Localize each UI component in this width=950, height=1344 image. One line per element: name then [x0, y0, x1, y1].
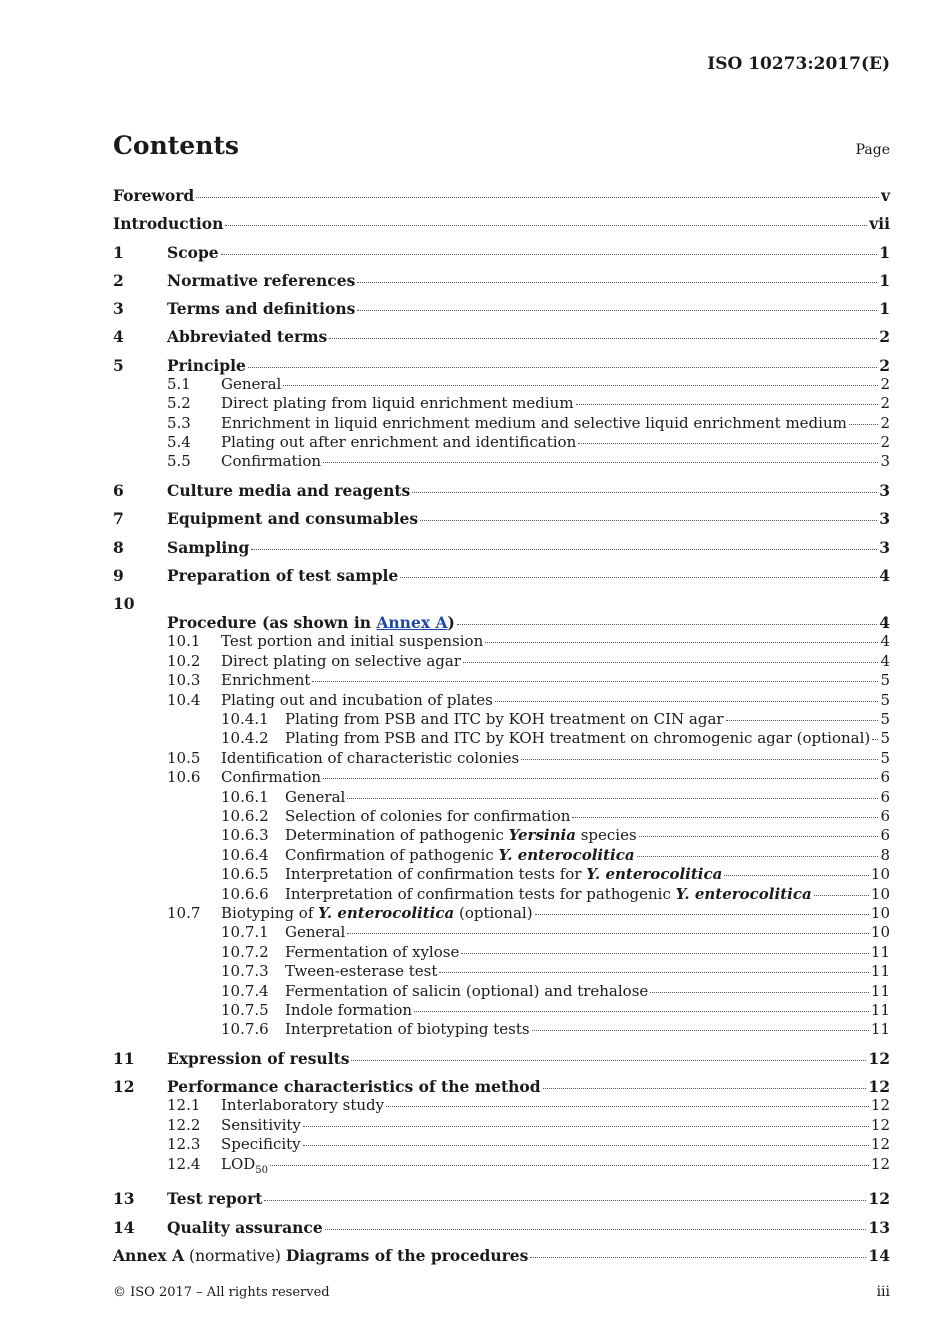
toc-title: Plating out and incubation of plates: [221, 690, 493, 709]
dot-leader: [535, 914, 869, 915]
dot-leader: [248, 367, 877, 368]
dot-leader: [323, 462, 878, 463]
toc-number: 10.7.3: [221, 962, 269, 981]
toc-entry-4[interactable]: [113, 327, 890, 346]
toc-title: Interlaboratory study: [221, 1096, 385, 1115]
page-column-label: Page: [855, 142, 890, 158]
toc-number: 11: [113, 1049, 135, 1069]
toc-page: 3: [879, 537, 890, 557]
toc-entry-10-7-4[interactable]: [113, 982, 890, 1001]
toc-page: 5: [880, 690, 890, 709]
toc-page: 12: [870, 1115, 890, 1134]
toc-entry-10-3[interactable]: [113, 671, 890, 690]
toc-title: General: [285, 923, 346, 942]
toc-page: 1: [879, 242, 890, 262]
toc-title: Plating out after enrichment and identification: [221, 433, 577, 451]
toc-title: Determination of pathogenic Yersinia species: [285, 826, 637, 845]
toc-page: 4: [879, 613, 890, 633]
toc-number: 10.4.1: [221, 709, 269, 728]
dot-leader: [650, 992, 869, 993]
dot-leader: [495, 701, 879, 702]
toc-title: Annex A (normative) Diagrams of the procedures: [113, 1245, 529, 1265]
toc-page: 6: [880, 787, 890, 806]
toc-title: Specificity: [221, 1135, 301, 1154]
dot-leader: [357, 282, 877, 283]
toc-title: General: [285, 787, 346, 806]
toc-number: 10.6.6: [221, 884, 269, 903]
toc-title: Fermentation of xylose: [285, 942, 460, 961]
dot-leader: [412, 492, 877, 493]
toc-entry-12-3[interactable]: [113, 1135, 890, 1154]
toc-entry-foreword[interactable]: [113, 186, 890, 205]
page-number: iii: [876, 1284, 890, 1300]
dot-leader: [357, 310, 877, 311]
toc-title: Interpretation of confirmation tests for pathogenic Y. enterocolitica: [285, 884, 812, 903]
dot-leader: [637, 856, 879, 857]
toc-page: 12: [868, 1049, 890, 1069]
toc-number-10: 10: [113, 594, 135, 614]
toc-entry-5-1[interactable]: [113, 375, 890, 394]
toc-page: 5: [880, 748, 890, 767]
toc-page: 5: [880, 709, 890, 728]
toc-number: 13: [113, 1189, 135, 1209]
dot-leader: [325, 1229, 867, 1230]
toc-number: 5.4: [167, 433, 191, 451]
toc-number: 12: [113, 1077, 135, 1097]
toc-entry-6[interactable]: [113, 481, 890, 500]
toc-number: 12.1: [167, 1096, 201, 1115]
toc-page: 12: [870, 1096, 890, 1115]
toc-title: Sampling: [167, 537, 250, 557]
toc-number: 5: [113, 355, 124, 375]
toc-page: 11: [870, 962, 890, 981]
species-name: Y. enterocolitica: [498, 845, 635, 864]
toc-page: 2: [880, 394, 890, 413]
toc-entry-annex-a[interactable]: [113, 1246, 890, 1266]
toc-title: Plating from PSB and ITC by KOH treatment on chromogenic agar (optional): [285, 729, 871, 748]
toc-number: 3: [113, 299, 124, 319]
toc-title: Fermentation of salicin (optional) and trehalose: [285, 981, 649, 1000]
toc-page: 2: [880, 433, 890, 451]
toc-number: 10.7.5: [221, 1001, 269, 1020]
toc-number: 10.6.4: [221, 845, 269, 864]
toc-page: 12: [870, 1154, 890, 1173]
toc-entry-10-6-1[interactable]: [113, 788, 890, 807]
toc-page: 12: [868, 1189, 890, 1209]
toc-entry-10-4-1[interactable]: [113, 710, 890, 729]
dot-leader: [264, 1200, 866, 1201]
toc-entry-10-2[interactable]: [113, 652, 890, 671]
toc-title: Biotyping of Y. enterocolitica (optional): [221, 903, 533, 922]
toc-number: 10.1: [167, 632, 201, 651]
toc-title: Selection of colonies for confirmation: [285, 806, 571, 825]
document-id: ISO 10273:2017(E): [707, 54, 890, 74]
table-of-contents: [113, 186, 890, 1266]
dot-leader: [463, 662, 878, 663]
dot-leader: [303, 1145, 869, 1146]
toc-title: Test report: [167, 1189, 263, 1209]
dot-leader: [351, 1060, 866, 1061]
toc-entry-10-5[interactable]: [113, 749, 890, 768]
dot-leader: [530, 1257, 866, 1258]
toc-title: Direct plating from liquid enrichment medium: [221, 394, 574, 413]
toc-entry-5-4[interactable]: [113, 433, 890, 452]
dot-leader: [221, 254, 878, 255]
toc-number: 5.1: [167, 374, 191, 393]
toc-entry-3[interactable]: [113, 299, 890, 318]
toc-number: 5.3: [167, 413, 191, 432]
toc-number: 8: [113, 537, 124, 557]
toc-page: 12: [870, 1135, 890, 1154]
toc-page: 3: [879, 481, 890, 501]
toc-number: 2: [113, 270, 124, 290]
copyright-notice: © ISO 2017 – All rights reserved: [113, 1285, 330, 1300]
toc-page: 8: [880, 845, 890, 864]
toc-page: 6: [880, 806, 890, 825]
toc-page: 10: [870, 923, 890, 942]
toc-page: 1: [879, 270, 890, 290]
toc-number: 10.5: [167, 748, 201, 767]
toc-title: Confirmation of pathogenic Y. enterocolitica: [285, 845, 635, 864]
toc-number: 5.2: [167, 394, 191, 413]
toc-entry-12-4[interactable]: [113, 1155, 890, 1180]
dot-leader: [872, 739, 878, 740]
toc-title: Indole formation: [285, 1001, 413, 1020]
toc-title: Test portion and initial suspension: [221, 632, 484, 651]
dot-leader: [457, 624, 877, 625]
toc-entry-14[interactable]: [113, 1218, 890, 1237]
dot-leader: [578, 443, 878, 444]
toc-page: 12: [868, 1077, 890, 1097]
toc-page: 6: [880, 768, 890, 787]
dot-leader: [283, 385, 878, 386]
toc-entry-13[interactable]: [113, 1189, 890, 1208]
toc-entry-12-2[interactable]: [113, 1116, 890, 1135]
toc-title: Quality assurance: [167, 1217, 323, 1237]
toc-entry-5[interactable]: [113, 356, 890, 375]
toc-title: Abbreviated terms: [167, 327, 328, 347]
toc-number: 10.6.2: [221, 806, 269, 825]
toc-title: Terms and definitions: [167, 299, 356, 319]
dot-leader: [329, 338, 877, 339]
toc-page: 2: [880, 374, 890, 393]
toc-number: 10.2: [167, 651, 201, 670]
species-name: Y. enterocolitica: [586, 865, 723, 884]
toc-entry-10-1[interactable]: [113, 632, 890, 651]
toc-entry-10-7[interactable]: [113, 904, 890, 923]
dot-leader: [270, 1165, 869, 1166]
toc-entry-8[interactable]: [113, 538, 890, 557]
dot-leader: [414, 1011, 869, 1012]
toc-page: 6: [880, 826, 890, 845]
toc-entry-10-7-1[interactable]: [113, 923, 890, 942]
toc-number: 12.3: [167, 1135, 201, 1154]
dot-leader: [439, 972, 869, 973]
toc-page: 5: [880, 729, 890, 748]
toc-title: $LOD_{50}$: [221, 1154, 269, 1176]
species-name: Y. enterocolitica: [675, 884, 812, 903]
toc-page: 4: [880, 651, 890, 670]
toc-title: Enrichment: [221, 671, 311, 690]
dot-leader: [576, 404, 879, 405]
dot-leader: [386, 1106, 869, 1107]
toc-title: Confirmation: [221, 452, 322, 471]
dot-leader: [303, 1126, 869, 1127]
toc-entry-10-4-2[interactable]: [113, 729, 890, 748]
toc-entry-5-2[interactable]: [113, 394, 890, 413]
toc-page: 2: [879, 327, 890, 347]
dot-leader: [814, 895, 869, 896]
toc-number: 10.4: [167, 690, 201, 709]
toc-title: Equipment and consumables: [167, 509, 419, 529]
species-name: Yersinia: [508, 826, 576, 845]
toc-title: Principle: [167, 355, 246, 375]
toc-page: 11: [870, 942, 890, 961]
toc-number: 10.7.6: [221, 1020, 269, 1039]
toc-number: 5.5: [167, 452, 191, 471]
toc-page: 2: [879, 355, 890, 375]
toc-title: Introduction: [113, 214, 224, 234]
toc-number: 10.7: [167, 903, 201, 922]
toc-title: Foreword: [113, 186, 195, 205]
toc-page: 2: [880, 413, 890, 432]
species-name: Y. enterocolitica: [318, 903, 455, 922]
toc-title: Expression of results: [167, 1049, 350, 1069]
toc-page: 11: [870, 981, 890, 1000]
dot-leader: [196, 197, 879, 198]
toc-number: 1: [113, 242, 124, 262]
toc-number: 7: [113, 509, 124, 529]
toc-page: 3: [880, 452, 890, 471]
toc-number: 9: [113, 566, 124, 585]
toc-number: 10.7.4: [221, 981, 269, 1000]
toc-entry-introduction[interactable]: [113, 214, 890, 233]
toc-number: 10.7.1: [221, 923, 269, 942]
dot-leader: [323, 778, 878, 779]
contents-title: Contents: [113, 131, 240, 160]
toc-page: 4: [879, 566, 890, 585]
toc-entry-2[interactable]: [113, 271, 890, 290]
toc-title: Scope: [167, 242, 219, 262]
toc-page: 10: [870, 884, 890, 903]
toc-title: Identification of characteristic colonies: [221, 748, 520, 767]
toc-title: Sensitivity: [221, 1115, 301, 1134]
toc-title: Interpretation of biotyping tests: [285, 1020, 530, 1039]
toc-entry-10-6-6[interactable]: [113, 885, 890, 904]
toc-entry-1[interactable]: [113, 243, 890, 262]
dot-leader: [400, 577, 877, 578]
toc-page: 4: [880, 632, 890, 651]
toc-number: 10.6: [167, 768, 201, 787]
toc-entry-11[interactable]: [113, 1049, 890, 1068]
toc-entry-5-3[interactable]: [113, 414, 890, 433]
dot-leader: [639, 836, 879, 837]
toc-page: 14: [868, 1245, 890, 1265]
toc-entry-10-7-3[interactable]: [113, 962, 890, 981]
toc-entry-10-6-4[interactable]: [113, 846, 890, 865]
dot-leader: [461, 953, 869, 954]
toc-number: 4: [113, 327, 124, 347]
dot-leader: [225, 225, 867, 226]
toc-entry-10-6-2[interactable]: [113, 807, 890, 826]
toc-entry-5-5[interactable]: [113, 452, 890, 471]
toc-page: 5: [880, 671, 890, 690]
dot-leader: [849, 424, 879, 425]
toc-number: 10.7.2: [221, 942, 269, 961]
toc-number: 12.4: [167, 1154, 201, 1173]
toc-entry-9[interactable]: [113, 566, 890, 585]
dot-leader: [312, 681, 878, 682]
toc-entry-10-7-5[interactable]: [113, 1001, 890, 1020]
toc-title: Direct plating on selective agar: [221, 651, 461, 670]
toc-page: 10: [870, 865, 890, 884]
dot-leader: [543, 1088, 867, 1089]
toc-page: 11: [870, 1020, 890, 1039]
toc-number: 14: [113, 1217, 135, 1237]
toc-page: 10: [870, 903, 890, 922]
dot-leader: [724, 875, 869, 876]
toc-page: 13: [868, 1217, 890, 1237]
toc-entry-7[interactable]: [113, 509, 890, 528]
toc-number: 10.6.1: [221, 787, 269, 806]
dot-leader: [521, 759, 878, 760]
toc-entry-12[interactable]: [113, 1077, 890, 1096]
toc-entry-10-6-3[interactable]: [113, 826, 890, 845]
toc-title: Culture media and reagents: [167, 481, 411, 501]
toc-number: 12.2: [167, 1115, 201, 1134]
toc-title: Interpretation of confirmation tests for Y. enterocolitica: [285, 865, 723, 884]
toc-entry-12-1[interactable]: [113, 1096, 890, 1115]
dot-leader: [420, 520, 877, 521]
toc-number: 10.4.2: [221, 729, 269, 748]
toc-title: Confirmation: [221, 768, 322, 787]
toc-title: Procedure (as shown in Annex A): [167, 613, 455, 633]
toc-entry-10-6-5[interactable]: [113, 865, 890, 884]
dot-leader: [347, 798, 878, 799]
toc-title: Normative references: [167, 270, 356, 290]
toc-title: General: [221, 374, 282, 393]
dot-leader: [532, 1030, 869, 1031]
toc-entry-10-4[interactable]: [113, 691, 890, 710]
toc-entry-10-6[interactable]: [113, 768, 890, 787]
toc-page: 1: [879, 299, 890, 319]
toc-title: Preparation of test sample: [167, 566, 399, 585]
toc-number: 10.6.3: [221, 826, 269, 845]
toc-entry-10-7-2[interactable]: [113, 943, 890, 962]
dot-leader: [572, 817, 878, 818]
toc-number: 10.6.5: [221, 865, 269, 884]
dot-leader: [347, 933, 869, 934]
toc-title: Enrichment in liquid enrichment medium and selective liquid enrichment medium: [221, 413, 847, 432]
toc-page: vii: [869, 214, 890, 234]
annex-a-link[interactable]: Annex A: [376, 613, 448, 633]
toc-entry-10-7-6[interactable]: [113, 1020, 890, 1039]
toc-number: 6: [113, 481, 124, 501]
toc-title: Tween-esterase test: [285, 962, 438, 981]
dot-leader: [485, 642, 878, 643]
dot-leader: [726, 720, 879, 721]
toc-entry-10[interactable]: [113, 613, 890, 632]
toc-number: 10.3: [167, 671, 201, 690]
toc-page: 11: [870, 1001, 890, 1020]
toc-page: 3: [879, 509, 890, 529]
toc-title: Plating from PSB and ITC by KOH treatment on CIN agar: [285, 709, 724, 728]
dot-leader: [251, 549, 877, 550]
toc-title: Performance characteristics of the method: [167, 1077, 541, 1097]
toc-page: v: [880, 186, 890, 205]
